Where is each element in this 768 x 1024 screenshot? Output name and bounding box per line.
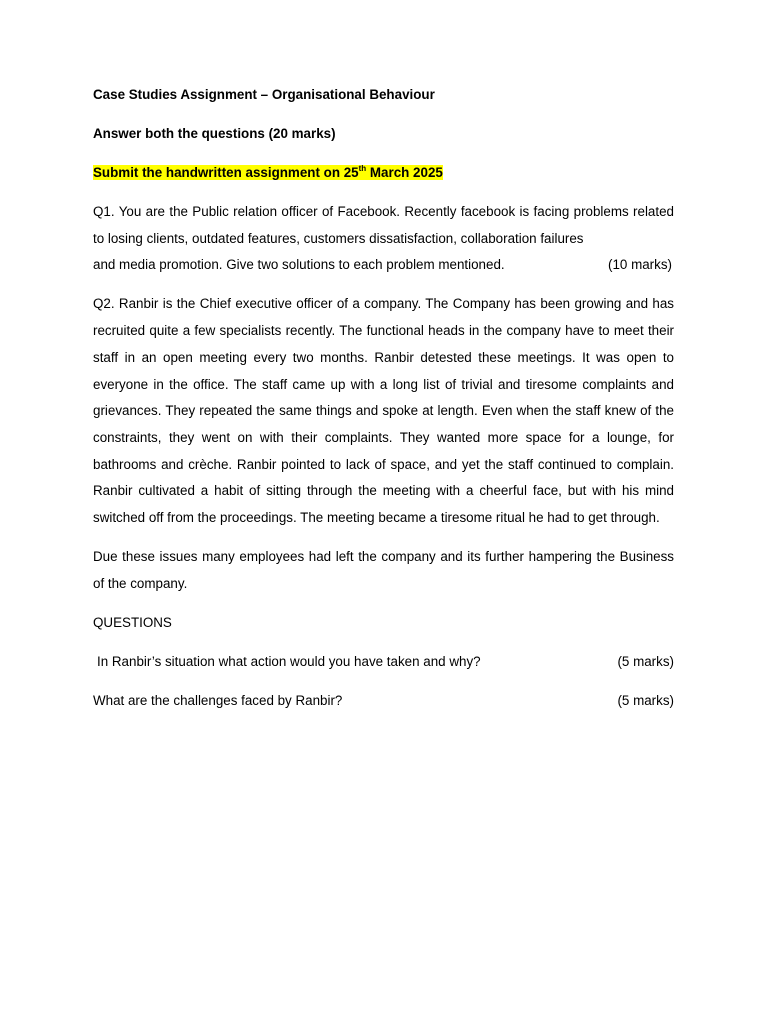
question-1-last-line [93,252,674,279]
question-item-marks: (5 marks) [617,692,674,708]
question-1-marks: (10 marks) [608,257,672,273]
questions-heading: QUESTIONS [93,614,172,630]
question-item-marks: (5 marks) [617,653,674,669]
question-item-text: In Ranbir’s situation what action would you have taken and why? [97,653,481,669]
submit-notice-prefix: Submit the handwritten assignment on 25 [93,165,359,180]
submit-notice-highlight [93,165,443,180]
submit-notice-suffix: March 2025 [366,165,443,180]
question-item [93,688,674,715]
document-title: Case Studies Assignment – Organisational Behaviour [93,87,435,102]
question-2: Q2. Ranbir is the Chief executive officer of a company. The Company has been growing and has recruited quite a few specialists recently. The functional heads in the company have to meet their staff in an open meeting every two months. Ranbir detested these meetings. It was open to everyone in the office. The staff came up with a long list of trivial and tiresome complaints and grievances. They repeated the same things and spoke at length. Even when the staff knew of the constraints, they went on with their complaints. They wanted more space for a lounge, for bathrooms and crèche. Ranbir pointed to lack of space, and yet the staff continued to complain. Ranbir cultivated a habit of sitting through the meeting with a cheerful face, but with his mind switched off from the proceedings. The meeting became a tiresome ritual he had to get through. [93,296,674,526]
submit-notice-superscript: th [358,164,367,173]
question-item [93,649,674,676]
document-page [93,82,674,727]
instruction-line: Answer both the questions (20 marks) [93,126,336,141]
submit-notice [93,160,674,187]
question-1 [93,199,674,279]
question-1-last-text: and media promotion. Give two solutions to each problem mentioned. [93,257,505,273]
consequence-paragraph: Due these issues many employees had left the company and its further hampering the Business of the company. [93,549,674,591]
question-item-text: What are the challenges faced by Ranbir? [93,692,343,708]
question-1-body: Q1. You are the Public relation officer of Facebook. Recently facebook is facing problems related to losing clients, outdated features, customers dissatisfaction, collaboration failures [93,204,674,246]
